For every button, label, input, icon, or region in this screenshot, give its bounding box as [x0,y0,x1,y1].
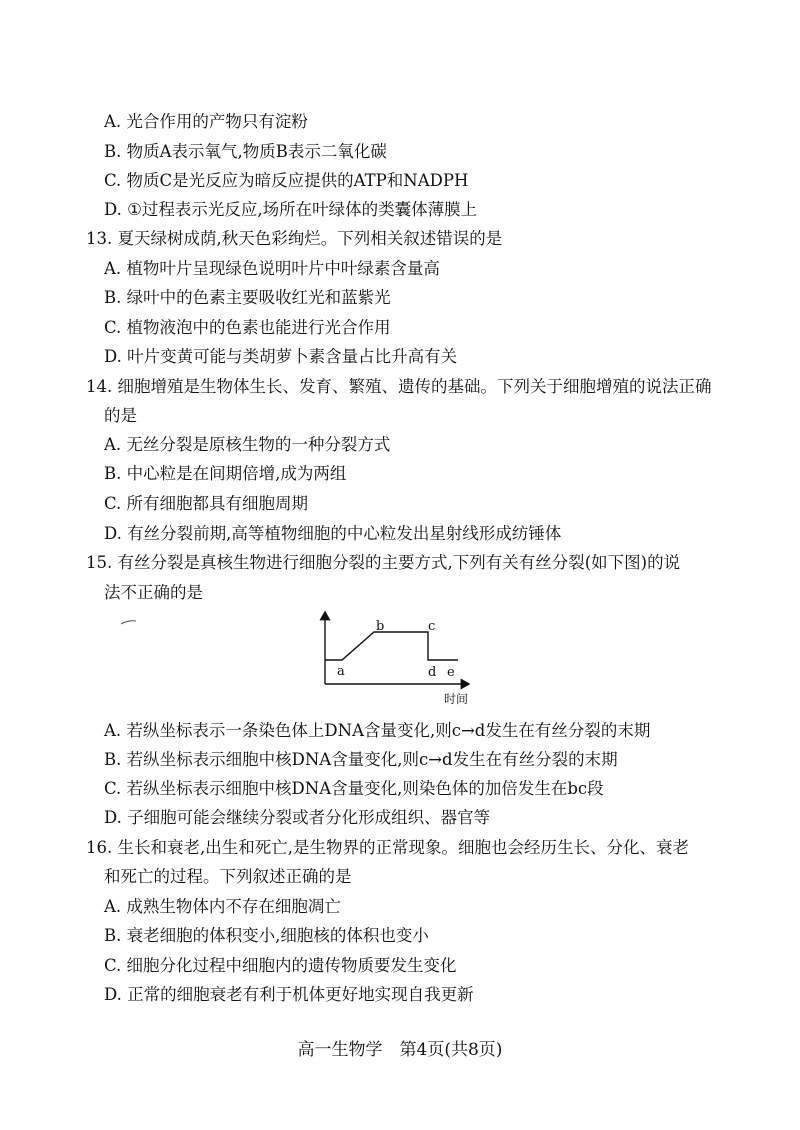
curve [325,632,458,660]
q14-option-c: C. 所有细胞都具有细胞周期 [104,494,309,513]
q16-option-d: D. 正常的细胞衰老有利于机体更好地实现自我更新 [104,985,474,1004]
stray-mark [121,621,136,624]
q15-option-d: D. 子细胞可能会继续分裂或者分化形成组织、器官等 [104,808,491,827]
q14-option-d: D. 有丝分裂前期,高等植物细胞的中心粒发出星射线形成纺锤体 [104,524,562,543]
q16-option-c: C. 细胞分化过程中细胞内的遗传物质要发生变化 [104,956,457,975]
q16-option-a: A. 成熟生物体内不存在细胞凋亡 [104,897,341,916]
q14-stem-line2: 的是 [104,406,137,425]
x-axis-label: 时间 [444,692,469,706]
q13-option-c: C. 植物液泡中的色素也能进行光合作用 [104,318,391,337]
prev-option-d: D. ①过程表示光反应,场所在叶绿体的类囊体薄膜上 [104,200,478,219]
label-b: b [376,619,385,634]
q14-option-b: B. 中心粒是在间期倍增,成为两组 [104,464,347,483]
label-c: c [428,619,436,634]
prev-option-a: A. 光合作用的产物只有淀粉 [104,112,308,131]
prev-option-b: B. 物质A表示氧气,物质B表示二氧化碳 [104,142,387,161]
q15-stem-line1: 15. 有丝分裂是真核生物进行细胞分裂的主要方式,下列有关有丝分裂(如下图)的说 [86,553,681,572]
q16-stem-line2: 和死亡的过程。下列叙述正确的是 [104,867,352,886]
q16-stem-line1: 16. 生长和衰老,出生和死亡,是生物界的正常现象。细胞也会经历生长、分化、衰老 [86,838,689,857]
q13-option-d: D. 叶片变黄可能与类胡萝卜素含量占比升高有关 [104,347,458,366]
q16-option-b: B. 衰老细胞的体积变小,细胞核的体积也变小 [104,926,429,945]
q15-option-c: C. 若纵坐标表示细胞中核DNA含量变化,则染色体的加倍发生在bc段 [104,779,604,798]
q13-option-a: A. 植物叶片呈现绿色说明叶片中叶绿素含量高 [104,259,440,278]
q15-option-b: B. 若纵坐标表示细胞中核DNA含量变化,则c→d发生在有丝分裂的末期 [104,750,618,769]
q15-stem-line2: 法不正确的是 [104,583,203,602]
label-d: d [428,665,437,680]
q15-option-a: A. 若纵坐标表示一条染色体上DNA含量变化,则c→d发生在有丝分裂的末期 [104,721,651,740]
q14-option-a: A. 无丝分裂是原核生物的一种分裂方式 [104,435,391,454]
q13-option-b: B. 绿叶中的色素主要吸收红光和蓝紫光 [104,288,391,307]
page-footer: 高一生物学 第4页(共8页) [297,1040,503,1060]
q13-stem: 13. 夏天绿树成荫,秋天色彩绚烂。下列相关叙述错误的是 [86,229,503,248]
q14-stem-line1: 14. 细胞增殖是生物体生长、发育、繁殖、遗传的基础。下列关于细胞增殖的说法正确 [86,377,712,396]
label-a: a [337,664,345,679]
prev-option-c: C. 物质C是光反应为暗反应提供的ATP和NADPH [104,171,469,190]
label-e: e [447,665,455,680]
